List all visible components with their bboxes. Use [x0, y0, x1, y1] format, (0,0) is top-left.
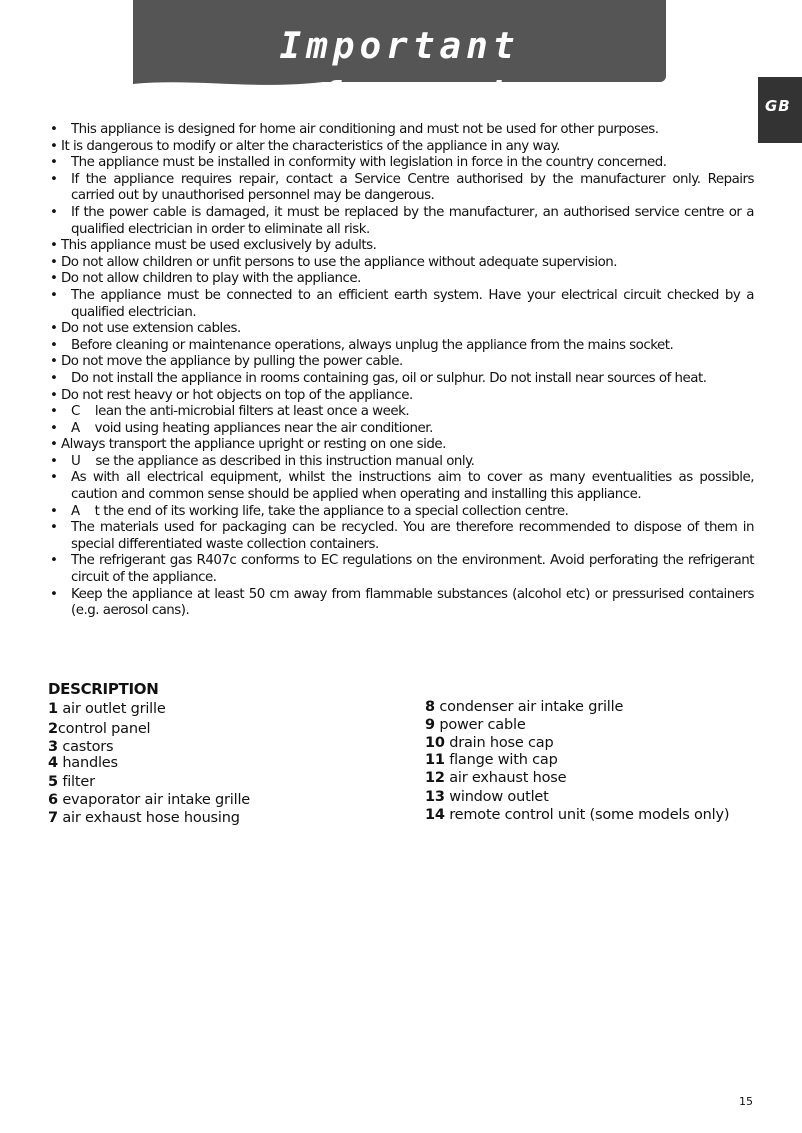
item-label: remote control unit (some models only)	[449, 807, 730, 823]
list-item: • If the power cable is damaged, it must be replaced by the manufacturer, an authorised service centre or a qualified electrician in order to eliminate all risk.	[48, 205, 754, 238]
description-item	[425, 717, 526, 733]
item-label: handles	[62, 755, 118, 771]
description-item	[425, 789, 549, 805]
description-item	[48, 755, 118, 771]
description-item	[48, 792, 250, 808]
page-number: 15	[739, 1095, 753, 1108]
list-item: • A void using heating appliances near the air conditioner.	[48, 421, 754, 438]
description-item	[48, 739, 113, 755]
item-number: 12	[425, 770, 445, 786]
item-number: 10	[425, 735, 445, 751]
item-number: 7	[48, 810, 58, 826]
list-item: • Do not use extension cables.	[48, 321, 754, 338]
list-item: • Do not allow children to play with the appliance.	[48, 271, 754, 288]
list-item: • This appliance must be used exclusively by adults.	[48, 238, 754, 255]
list-item: • Do not allow children or unfit persons to use the appliance without adequate supervision.	[48, 255, 754, 272]
item-number: 4	[48, 755, 58, 771]
item-label: evaporator air intake grille	[62, 792, 251, 808]
description-item	[425, 770, 566, 786]
description-item	[425, 752, 558, 768]
item-label: window outlet	[449, 789, 549, 805]
list-item: • C lean the anti-microbial filters at least once a week.	[48, 404, 754, 421]
list-item: • Do not move the appliance by pulling the power cable.	[48, 354, 754, 371]
item-label: flange with cap	[449, 752, 558, 768]
item-number: 14	[425, 807, 445, 823]
item-number: 8	[425, 699, 435, 715]
list-item: • This appliance is designed for home air conditioning and must not be used for other purposes.	[48, 122, 754, 139]
item-number: 13	[425, 789, 445, 805]
item-number: 2	[48, 721, 58, 737]
page-title: Important safeguards	[266, 26, 533, 117]
description-item	[425, 699, 623, 715]
item-label: power cable	[439, 717, 526, 733]
list-item: • Before cleaning or maintenance operations, always unplug the appliance from the mains socket.	[48, 338, 754, 355]
item-label: control panel	[57, 721, 151, 737]
item-label: air exhaust hose housing	[62, 810, 240, 826]
list-item: • The appliance must be installed in conformity with legislation in force in the country concerned.	[48, 155, 754, 172]
description-item	[425, 735, 554, 751]
description-item	[48, 701, 166, 717]
list-item: • Do not rest heavy or hot objects on top of the appliance.	[48, 388, 754, 405]
item-label: castors	[62, 739, 114, 755]
description-item	[48, 721, 150, 737]
item-number: 9	[425, 717, 435, 733]
item-number: 3	[48, 739, 58, 755]
item-label: condenser air intake grille	[439, 699, 624, 715]
list-item: • The appliance must be connected to an efficient earth system. Have your electrical circuit checked by a qualified electrician.	[48, 288, 754, 321]
item-label: air exhaust hose	[449, 770, 567, 786]
language-tab: GB	[758, 77, 802, 143]
list-item: • Do not install the appliance in rooms containing gas, oil or sulphur. Do not install near sources of heat.	[48, 371, 754, 388]
list-item: • The materials used for packaging can be recycled. You are therefore recommended to dispose of them in special differentiated waste collection containers.	[48, 520, 754, 553]
list-item: • Keep the appliance at least 50 cm away from flammable substances (alcohol etc) or pressurised containers (e.g. aerosol cans).	[48, 587, 754, 620]
list-item: • Always transport the appliance upright or resting on one side.	[48, 437, 754, 454]
list-item: • If the appliance requires repair, contact a Service Centre authorised by the manufacturer only. Repairs carried out by unauthorised personnel may be dangerous.	[48, 172, 754, 205]
list-item: • The refrigerant gas R407c conforms to EC regulations on the environment. Avoid perforating the refrigerant circuit of the appliance.	[48, 553, 754, 586]
item-number: 6	[48, 792, 58, 808]
description-title: DESCRIPTION	[48, 680, 159, 698]
item-number: 11	[425, 752, 445, 768]
list-item: • As with all electrical equipment, whilst the instructions aim to cover as many eventualities as possible, caution and common sense should be applied when operating and installing this appliance.	[48, 470, 754, 503]
item-label: filter	[62, 774, 95, 790]
item-number: 5	[48, 774, 58, 790]
item-label: drain hose cap	[449, 735, 554, 751]
description-item	[48, 810, 240, 826]
item-number: 1	[48, 701, 58, 717]
description-item	[48, 774, 95, 790]
item-label: air outlet grille	[62, 701, 166, 717]
description-item	[425, 807, 729, 823]
list-item: • U se the appliance as described in this instruction manual only.	[48, 454, 754, 471]
list-item: • It is dangerous to modify or alter the characteristics of the appliance in any way.	[48, 139, 754, 156]
safeguards-list	[48, 122, 754, 620]
list-item: • A t the end of its working life, take the appliance to a special collection centre.	[48, 504, 754, 521]
